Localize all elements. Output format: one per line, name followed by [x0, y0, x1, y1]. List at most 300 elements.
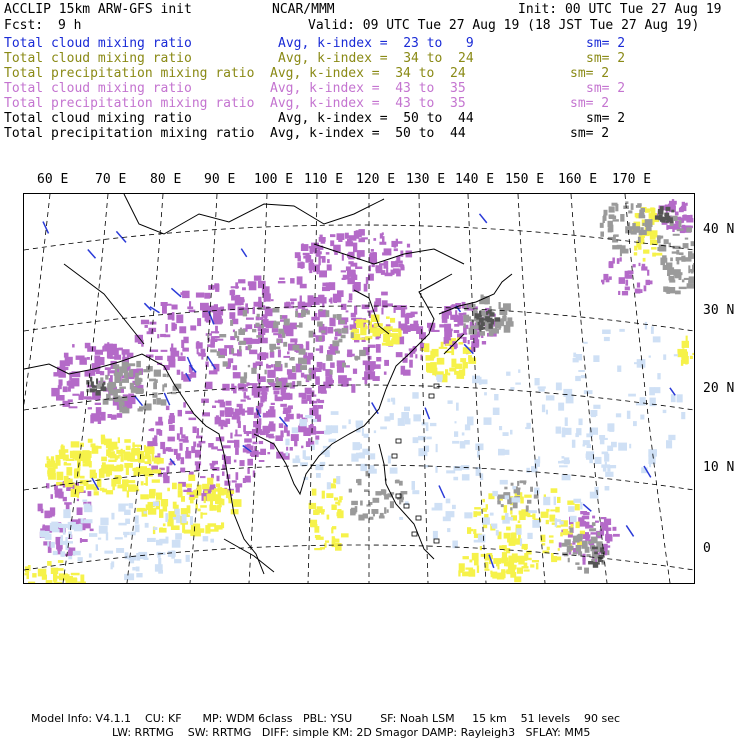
cloud-cell	[346, 310, 349, 312]
cloud-cell	[559, 465, 568, 467]
cloud-cell	[111, 479, 116, 487]
cloud-cell	[433, 531, 438, 539]
cloud-cell	[663, 286, 668, 292]
cloud-cell	[618, 443, 627, 451]
cloud-cell	[497, 563, 499, 570]
cloud-cell	[359, 229, 365, 236]
cloud-cell	[283, 411, 288, 414]
cloud-cell	[649, 387, 655, 395]
cloud-cell	[506, 372, 510, 376]
cloud-cell	[302, 243, 304, 249]
cloud-cell	[403, 328, 408, 334]
cloud-cell	[556, 383, 562, 391]
cloud-cell	[316, 348, 320, 350]
cloud-cell	[229, 312, 235, 319]
cloud-cell	[464, 512, 472, 518]
cloud-cell	[588, 541, 592, 544]
cloud-cell	[370, 336, 372, 339]
cloud-cell	[342, 425, 346, 428]
cloud-cell	[301, 315, 306, 317]
cloud-cell	[384, 507, 386, 514]
cloud-cell	[280, 404, 287, 407]
cloud-cell	[129, 503, 133, 508]
cloud-cell	[101, 457, 107, 462]
cloud-cell	[146, 446, 155, 454]
cloud-cell	[164, 383, 167, 387]
cloud-cell	[181, 352, 183, 355]
cloud-cell	[583, 512, 590, 515]
cloud-cell	[625, 271, 629, 278]
cloud-cell	[122, 362, 128, 365]
cloud-cell	[567, 531, 569, 534]
cloud-cell	[245, 303, 248, 307]
cloud-cell	[249, 281, 257, 290]
cloud-cell	[303, 253, 310, 255]
cloud-cell	[595, 521, 599, 523]
cloud-cell	[512, 497, 521, 502]
cloud-cell	[205, 362, 208, 367]
cloud-cell	[355, 267, 362, 270]
cloud-cell	[613, 219, 619, 221]
cloud-cell	[353, 250, 357, 252]
cloud-cell	[203, 349, 205, 357]
cloud-cell	[337, 314, 342, 320]
cloud-streak	[135, 396, 143, 406]
cloud-cell	[92, 473, 97, 479]
cloud-cell	[254, 276, 262, 281]
cloud-cell	[472, 330, 478, 335]
cloud-cell	[274, 391, 280, 395]
cloud-cell	[321, 390, 327, 393]
cloud-cell	[230, 290, 236, 295]
cloud-cell	[138, 408, 143, 411]
cloud-cell	[484, 514, 488, 518]
cloud-cell	[562, 543, 568, 547]
cloud-cell	[173, 517, 177, 520]
cloud-cell	[510, 430, 513, 435]
cloud-cell	[583, 342, 587, 344]
cloud-cell	[313, 426, 316, 428]
cloud-cell	[526, 505, 529, 511]
cloud-cell	[226, 367, 230, 369]
cloud-cell	[303, 450, 306, 459]
cloud-cell	[638, 237, 641, 243]
cloud-cell	[496, 530, 499, 536]
field-k-index: Avg, k-index = 34 to 24	[278, 51, 474, 66]
cloud-cell	[161, 302, 168, 306]
cloud-cell	[606, 530, 609, 535]
cloud-cell	[399, 517, 403, 520]
cloud-cell	[271, 403, 275, 405]
cloud-cell	[662, 223, 668, 225]
cloud-cell	[166, 466, 169, 473]
cloud-cell	[666, 263, 673, 269]
cloud-cell	[528, 510, 537, 513]
cloud-cell	[161, 399, 167, 405]
cloud-cell	[178, 484, 183, 491]
cloud-cell	[217, 505, 221, 508]
cloud-cell	[631, 203, 634, 210]
cloud-cell	[176, 315, 183, 324]
cloud-cell	[100, 377, 103, 382]
cloud-cell	[317, 506, 323, 509]
cloud-cell	[291, 302, 294, 305]
cloud-cell	[318, 405, 323, 409]
cloud-cell	[530, 564, 534, 567]
lat-label: 20 N	[703, 381, 735, 396]
cloud-cell	[418, 448, 427, 456]
cloud-cell	[475, 444, 483, 451]
cloud-cell	[43, 541, 51, 545]
cloud-cell	[73, 551, 81, 556]
cloud-cell	[625, 287, 630, 291]
cloud-cell	[348, 235, 354, 238]
cloud-cell	[482, 517, 490, 524]
cloud-cell	[38, 504, 43, 512]
cloud-cell	[570, 516, 577, 522]
cloud-cell	[622, 249, 629, 254]
cloud-cell	[215, 496, 217, 500]
cloud-cell	[604, 210, 608, 216]
cloud-cell	[392, 328, 401, 332]
cloud-cell	[66, 459, 75, 461]
cloud-cell	[177, 433, 180, 440]
cloud-cell	[149, 429, 154, 431]
cloud-cell	[517, 490, 520, 495]
cloud-cell	[452, 505, 456, 509]
cloud-cell	[124, 371, 129, 379]
cloud-cell	[288, 373, 297, 380]
cloud-cell	[197, 318, 201, 326]
cloud-cell	[315, 436, 319, 440]
cloud-cell	[292, 427, 298, 433]
cloud-cell	[559, 521, 563, 524]
cloud-cell	[398, 418, 405, 426]
cloud-cell	[484, 392, 487, 395]
cloud-cell	[225, 409, 232, 417]
cloud-streak	[171, 288, 181, 297]
cloud-cell	[369, 517, 374, 520]
cloud-cell	[235, 448, 239, 455]
cloud-cell	[118, 437, 120, 443]
cloud-cell	[532, 520, 540, 528]
cloud-cell	[172, 305, 178, 310]
cloud-cell	[111, 513, 114, 520]
cloud-cell	[572, 440, 576, 448]
cloud-cell	[51, 456, 54, 463]
model-info-line2: LW: RRTMG SW: RRTMG DIFF: simple KM: 2D Smagor DAMP: Rayleigh3 SFLAY: MM5	[112, 726, 591, 739]
cloud-cell	[384, 416, 390, 421]
cloud-cell	[680, 207, 683, 209]
cloud-cell	[473, 304, 476, 308]
cloud-cell	[607, 538, 610, 543]
cloud-cell	[422, 422, 429, 425]
cloud-cell	[564, 428, 571, 435]
cloud-cell	[498, 559, 502, 563]
cloud-cell	[259, 418, 262, 424]
cloud-cell	[340, 320, 345, 324]
cloud-cell	[575, 433, 579, 437]
cloud-cell	[144, 511, 147, 514]
cloud-cell	[96, 378, 98, 384]
cloud-cell	[68, 380, 74, 388]
cloud-cell	[386, 316, 390, 319]
cloud-cell	[492, 491, 498, 496]
cloud-cell	[501, 504, 504, 507]
cloud-cell	[390, 468, 398, 474]
cloud-cell	[246, 382, 249, 385]
field-name: Total cloud mixing ratio	[4, 81, 192, 96]
cloud-cell	[116, 548, 124, 553]
cloud-cell	[223, 361, 228, 366]
cloud-cell	[166, 537, 169, 544]
cloud-cell	[316, 431, 324, 434]
cloud-cell	[266, 324, 274, 329]
cloud-cell	[564, 457, 570, 464]
cloud-cell	[315, 535, 321, 538]
cloud-cell	[350, 509, 356, 516]
cloud-cell	[470, 529, 473, 531]
cloud-cell	[334, 497, 338, 500]
model-title: ACCLIP 15km ARW-GFS init	[4, 2, 192, 17]
cloud-cell	[276, 339, 281, 343]
cloud-cell	[158, 558, 161, 565]
cloud-cell	[136, 361, 141, 367]
cloud-cell	[254, 302, 260, 307]
cloud-cell	[336, 476, 340, 484]
cloud-cell	[227, 363, 231, 367]
cloud-cell	[455, 364, 462, 369]
cloud-cell	[591, 413, 596, 418]
cloud-cell	[89, 533, 97, 537]
cloud-cell	[264, 316, 267, 322]
cloud-cell	[606, 278, 610, 282]
cloud-cell	[605, 472, 613, 477]
cloud-cell	[71, 489, 78, 497]
cloud-cell	[243, 310, 247, 316]
cloud-cell	[538, 456, 540, 463]
cloud-cell	[239, 346, 241, 352]
cloud-cell	[64, 476, 69, 484]
cloud-cell	[359, 338, 365, 340]
cloud-cell	[600, 223, 604, 228]
cloud-cell	[158, 417, 162, 422]
cloud-streak	[583, 504, 591, 511]
cloud-cell	[680, 229, 684, 231]
cloud-cell	[620, 257, 622, 261]
longitude-line	[24, 194, 50, 583]
cloud-cell	[283, 356, 290, 358]
cloud-cell	[316, 473, 321, 478]
cloud-cell	[168, 437, 175, 442]
cloud-cell	[259, 441, 263, 444]
cloud-cell	[436, 375, 443, 381]
cloud-cell	[311, 354, 314, 357]
cloud-cell	[168, 419, 173, 424]
cloud-cell	[180, 292, 183, 295]
field-name: Total precipitation mixing ratio	[4, 66, 255, 81]
cloud-cell	[46, 456, 48, 460]
cloud-cell	[327, 482, 331, 489]
cloud-cell	[588, 561, 593, 564]
cloud-cell	[474, 507, 481, 509]
cloud-cell	[426, 425, 429, 431]
cloud-cell	[51, 542, 55, 548]
cloud-cell	[674, 354, 678, 356]
cloud-cell	[469, 560, 472, 563]
cloud-cell	[186, 484, 192, 488]
cloud-cell	[575, 562, 579, 565]
cloud-cell	[376, 357, 381, 362]
cloud-cell	[114, 373, 117, 376]
cloud-cell	[210, 339, 215, 347]
cloud-cell	[135, 524, 140, 532]
cloud-cell	[570, 528, 574, 533]
cloud-cell	[664, 213, 669, 217]
cloud-cell	[341, 304, 346, 310]
cloud-cell	[639, 213, 645, 217]
cloud-cell	[584, 568, 589, 574]
cloud-cell	[217, 507, 221, 512]
cloud-cell	[80, 476, 85, 479]
cloud-cell	[645, 219, 653, 227]
cloud-cell	[332, 536, 335, 541]
cloud-cell	[675, 291, 681, 295]
cloud-cell	[259, 460, 265, 462]
cloud-cell	[136, 573, 142, 577]
cloud-cell	[215, 336, 220, 338]
cloud-cell	[63, 497, 67, 501]
cloud-cell	[355, 321, 358, 323]
cloud-cell	[51, 522, 58, 530]
cloud-cell	[181, 508, 188, 514]
cloud-cell	[181, 514, 186, 523]
cloud-cell	[524, 495, 532, 498]
cloud-cell	[351, 270, 356, 278]
cloud-cell	[342, 328, 348, 334]
cloud-cell	[480, 379, 488, 384]
cloud-cell	[154, 435, 157, 443]
cloud-cell	[374, 323, 377, 327]
cloud-cell	[472, 376, 480, 384]
cloud-cell	[686, 227, 692, 232]
cloud-cell	[141, 320, 149, 325]
cloud-cell	[286, 302, 290, 304]
cloud-cell	[640, 397, 646, 405]
cloud-cell	[136, 553, 140, 561]
cloud-cell	[512, 541, 516, 544]
lon-label: 150 E	[505, 172, 545, 187]
cloud-cell	[603, 216, 605, 223]
cloud-cell	[578, 370, 585, 372]
cloud-cell	[178, 410, 182, 417]
cloud-cell	[105, 375, 108, 380]
cloud-cell	[663, 410, 667, 413]
cloud-cell	[412, 481, 416, 490]
cloud-cell	[300, 414, 303, 417]
cloud-cell	[61, 362, 70, 366]
cloud-cell	[330, 240, 334, 246]
cloud-cell	[183, 402, 186, 407]
fcst-label: Fcst:	[4, 18, 44, 33]
cloud-cell	[59, 524, 68, 528]
cloud-cell	[670, 221, 674, 223]
cloud-cell	[72, 344, 75, 347]
cloud-cell	[162, 306, 167, 314]
cloud-cell	[307, 395, 312, 401]
cloud-cell	[478, 534, 485, 542]
cloud-cell	[108, 460, 116, 462]
cloud-cell	[190, 325, 196, 330]
cloud-cell	[484, 569, 489, 571]
cloud-cell	[72, 394, 79, 396]
cloud-cell	[58, 385, 62, 389]
cloud-cell	[228, 358, 233, 363]
cloud-cell	[577, 567, 582, 570]
cloud-cell	[395, 261, 403, 264]
cloud-cell	[101, 387, 107, 392]
cloud-cell	[216, 437, 223, 441]
cloud-cell	[390, 318, 395, 323]
cloud-cell	[173, 502, 177, 509]
cloud-cell	[153, 399, 156, 405]
cloud-cell	[115, 389, 121, 393]
cloud-cell	[312, 489, 317, 496]
cloud-cell	[334, 300, 337, 303]
cloud-cell	[510, 507, 512, 510]
cloud-cell	[490, 513, 494, 516]
cloud-cell	[307, 310, 310, 314]
cloud-cell	[58, 560, 64, 563]
cloud-cell	[317, 321, 323, 326]
cloud-cell	[284, 319, 290, 326]
cloud-cell	[681, 412, 685, 419]
cloud-cell	[619, 277, 625, 284]
cloud-cell	[285, 363, 288, 368]
cloud-cell	[629, 444, 631, 449]
cloud-cell	[242, 409, 245, 416]
cloud-cell	[265, 370, 267, 375]
cloud-cell	[504, 505, 508, 513]
cloud-cell	[370, 327, 378, 333]
cloud-cell	[582, 541, 588, 548]
cloud-cell	[220, 307, 224, 311]
cloud-cell	[498, 449, 505, 456]
field-name: Total cloud mixing ratio	[4, 36, 192, 51]
cloud-cell	[503, 432, 509, 436]
cloud-cell	[683, 203, 686, 206]
cloud-cell	[210, 500, 213, 507]
cloud-cell	[171, 323, 175, 331]
cloud-cell	[260, 396, 264, 403]
field-smoothing: sm= 2	[586, 111, 626, 126]
cloud-cell	[127, 363, 135, 366]
cloud-cell	[129, 480, 136, 483]
cloud-cell	[127, 353, 134, 358]
cloud-cell	[652, 213, 657, 215]
cloud-cell	[637, 359, 646, 368]
cloud-cell	[628, 210, 632, 213]
cloud-cell	[233, 365, 238, 370]
cloud-cell	[558, 548, 560, 551]
cloud-cell	[692, 265, 694, 271]
cloud-cell	[78, 557, 83, 561]
cloud-cell	[53, 551, 58, 555]
cloud-cell	[315, 440, 318, 445]
cloud-cell	[396, 269, 401, 276]
cloud-cell	[312, 245, 315, 251]
cloud-cell	[358, 515, 364, 521]
